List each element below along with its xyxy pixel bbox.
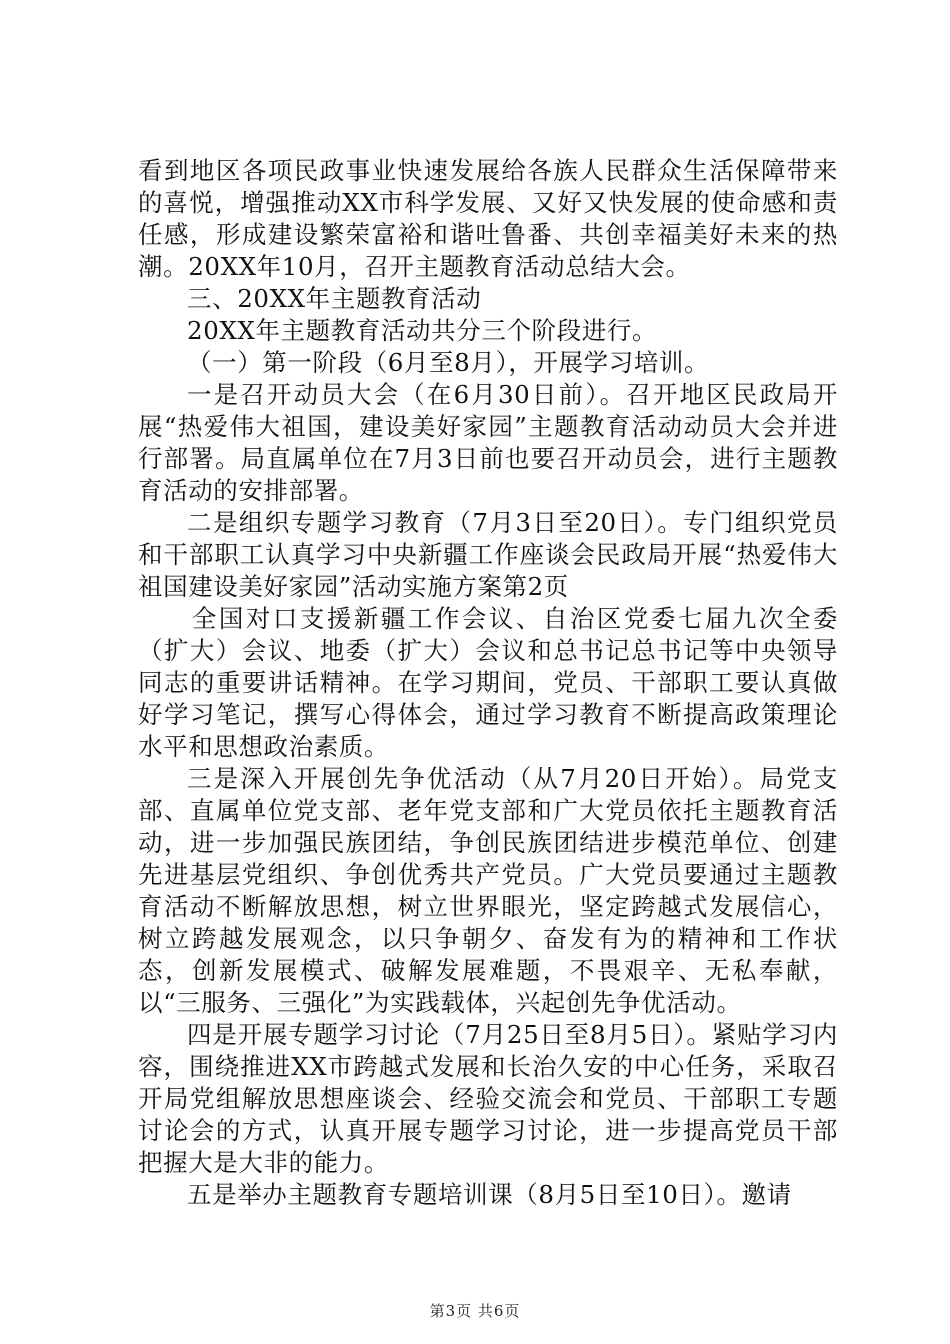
paragraph-item-2: 二是组织专题学习教育（7月3日至20日）。专门组织党员和干部职工认真学习中央新疆工作座谈会民政局开展“热爱伟大祖国建设美好家园”活动实施方案第2页 <box>138 508 838 601</box>
paragraph-continuation: 看到地区各项民政事业快速发展给各族人民群众生活保障带来的喜悦，增强推动XX市科学发展、又好又快发展的使命感和责任感，形成建设繁荣富裕和谐吐鲁番、共创幸福美好未来的热潮。20XX年10月，召开主题教育活动总结大会。 <box>138 156 838 281</box>
paragraph-intro: 20XX年主题教育活动共分三个阶段进行。 <box>187 316 658 345</box>
paragraph-item-5: 五是举办主题教育专题培训课（8月5日至10日）。邀请 <box>187 1180 792 1209</box>
page-number-footer: 第3页 共6页 <box>429 1302 521 1320</box>
paragraph-item-4: 四是开展专题学习讨论（7月25日至8月5日）。紧贴学习内容，围绕推进XX市跨越式发展和长治久安的中心任务，采取召开局党组解放思想座谈会、经验交流会和党员、干部职工专题讨论会的方式，认真开展专题学习讨论，进一步提高党员干部把握大是大非的能力。 <box>138 1020 838 1177</box>
subsection-heading: （一）第一阶段（6月至8月），开展学习培训。 <box>187 348 710 377</box>
paragraph-item-1: 一是召开动员大会（在6月30日前）。召开地区民政局开展“热爱伟大祖国，建设美好家园”主题教育活动动员大会并进行部署。局直属单位在7月3日前也要召开动员会，进行主题教育活动的安排部署。 <box>138 380 838 505</box>
paragraph-item-2-continued: 全国对口支援新疆工作会议、自治区党委七届九次全委（扩大）会议、地委（扩大）会议和总书记总书记等中央领导同志的重要讲话精神。在学习期间，党员、干部职工要认真做好学习笔记，撰写心得体会，通过学习教育不断提高政策理论水平和思想政治素质。 <box>138 604 838 761</box>
document-body <box>138 155 838 1211</box>
section-heading: 三、20XX年主题教育活动 <box>187 284 482 313</box>
paragraph-item-3: 三是深入开展创先争优活动（从7月20日开始）。局党支部、直属单位党支部、老年党支部和广大党员依托主题教育活动，进一步加强民族团结，争创民族团结进步模范单位、创建先进基层党组织、争创优秀共产党员。广大党员要通过主题教育活动不断解放思想，树立世界眼光，坚定跨越式发展信心，树立跨越发展观念，以只争朝夕、奋发有为的精神和工作状态，创新发展模式、破解发展难题，不畏艰辛、无私奉献，以“三服务、三强化”为实践载体，兴起创先争优活动。 <box>138 764 838 1017</box>
